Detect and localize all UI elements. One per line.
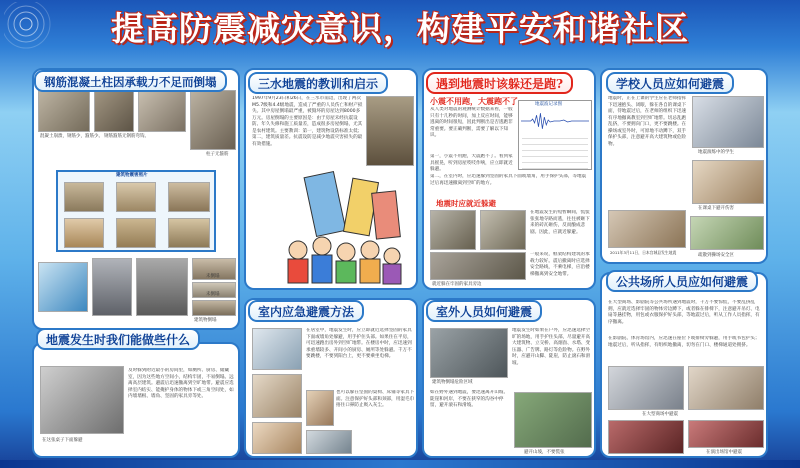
panel-school-avoidance bbox=[600, 68, 768, 264]
bottom-caption-4: 未倒塌 bbox=[206, 274, 220, 279]
photo-ruins bbox=[40, 366, 124, 434]
photo-indoor-hide-4 bbox=[306, 390, 334, 426]
bottom-caption-5: 未倒塌 bbox=[206, 292, 220, 297]
p3-text5: 一般来说，框架结构建筑的承载力较好。震后撤离时应选择安全路线，不乘电梯，应沿楼梯撤离到安全地带。 bbox=[530, 252, 590, 277]
photo-mall-2 bbox=[688, 366, 764, 410]
photo-indoor-hide-3 bbox=[252, 422, 302, 454]
p3-sub2: 地震时应就近躲避 bbox=[436, 199, 496, 208]
photo-japan-drill bbox=[608, 210, 686, 248]
p4-caption-1: 在课桌下避开伤害 bbox=[698, 206, 734, 211]
damage-diagram bbox=[56, 170, 216, 252]
panel-outdoor-avoidance bbox=[422, 298, 596, 458]
panel-indoor-avoidance bbox=[244, 298, 418, 458]
p3-sub1: 小震不用跑，大震跑不了 bbox=[430, 97, 518, 106]
diagram-building-4 bbox=[64, 218, 104, 248]
p4-caption-2: 2011年3月11日，日本宫城县发生地震 bbox=[610, 250, 677, 255]
p4-caption-3: 疏散到操场安全区 bbox=[698, 253, 734, 258]
photo-collapsed-column-3 bbox=[138, 90, 186, 132]
panel3-title: 遇到地震时该躲还是跑? bbox=[426, 72, 573, 94]
p3-text1: 从人类对地震的观测统计数据来看，一般只有十几秒的时间，加上反应时间，能够逃离的时间很短，因此判断出是否逃跑非常重要。要正确判断，需要了解以下知识。 bbox=[430, 107, 513, 138]
seis-info bbox=[522, 133, 588, 169]
p3-caption-0: 就近躲在牢固的家具旁边 bbox=[432, 282, 482, 287]
panel-public-avoidance bbox=[600, 272, 768, 458]
photo-indoor-hide-2 bbox=[252, 374, 302, 418]
p5-caption-1: 在演出场馆中避震 bbox=[706, 450, 742, 455]
photo-indoor-hide-5 bbox=[306, 430, 352, 454]
photo-landslide bbox=[514, 392, 592, 448]
photo-collapsed-house bbox=[366, 96, 414, 166]
p6-text: 在居室中，地震发生时，应立即就近选择坚固的家具下面或墙角处躲避，用手护住头部。如果住在平房，可迅速跑出房外到空旷地带。在楼房中时，应迅速到承重墙较多、开间小的厨房、厕所等处躲避。千万不要跳楼，不要到阳台上，更不要乘坐电梯。 bbox=[306, 328, 412, 359]
panel8-title: 地震发生时我们能做些什么 bbox=[36, 328, 200, 350]
p7-caption-0: 建筑物倒塌危险区域 bbox=[432, 380, 473, 385]
caption-2: 钢筋箍筋无钢筋弯钩。 bbox=[104, 134, 149, 139]
diagram-title: 建筑物震害照片 bbox=[116, 173, 148, 178]
panel5-title: 公共场所人员应如何避震 bbox=[606, 270, 758, 292]
panel4-title: 学校人员应如何避震 bbox=[606, 72, 734, 94]
photo-theater bbox=[608, 420, 684, 454]
photo-classroom bbox=[692, 96, 764, 148]
p5-caption-0: 在大型商场中避震 bbox=[642, 412, 678, 417]
photo-collapsed-column-1 bbox=[38, 90, 90, 132]
photo-indoor-hide-1 bbox=[252, 328, 302, 370]
seis-title: 地震波记录图 bbox=[535, 102, 562, 107]
p7-caption-1: 避开山坡，不要慌张 bbox=[524, 450, 565, 455]
p8-text: 及时躲到附近最小的房间里，如厕所、厨房、储藏室，因为这些地方空间小，结构牢固，不易倒塌。远离高层建筑。避震后迅速撤离到空旷地带。避震应选择室内结实、能掩护身体的物体下或三角空间处，如内墙墙根、墙角、坚固的家具旁等处。 bbox=[128, 368, 234, 399]
photo-playground bbox=[690, 216, 764, 250]
photo-highrise-damage bbox=[136, 258, 188, 316]
p2-text: 1997年9月23日和26日，在三水市南边，出现了两次M5.7级和4.4级地震，造成了严重的人员伤亡和财产损失。其中房屋倒塌最严重，被毁坏的房屋达到8000多万元。房屋倒塌的主要原因是：由于房屋未经抗震设防、年久失修和施工质量差，造成很多房屋倒塌，尤其是农村建筑。主要教训：第一，建筑物设防标准太低；第二，建筑质量差。抗震设防是减少地震灾害损失的最有效措施。 bbox=[252, 96, 363, 147]
bottom-decor-strip bbox=[0, 460, 800, 468]
panel6-title: 室内应急避震方法 bbox=[248, 300, 364, 322]
panel-what-to-do bbox=[32, 342, 240, 458]
photo-small-3 bbox=[192, 300, 236, 316]
photo-rubble-2 bbox=[480, 210, 526, 250]
panel-concrete-collapse bbox=[32, 68, 240, 330]
caption-3: 柱子无箍筋 bbox=[206, 152, 229, 157]
p6-text2: 也可以躲在坚固的桌椅、床铺等家具下面。注意保护好头部和颈部，用湿毛巾捂住口鼻防止吸入灰尘。 bbox=[336, 390, 415, 408]
panel1-title: 钢筋混凝土柱因承载力不足而倒塌 bbox=[34, 70, 227, 92]
cartoon-people-fleeing bbox=[270, 170, 414, 288]
p3-text3: 第二，在室内时，应迅速躲到坚固的家具下面或墙角，用手保护头部，等地震过后再迅速撤离到空旷的地方。 bbox=[430, 174, 587, 186]
panel-sanshui-lessons bbox=[244, 68, 418, 290]
diagram-building-5 bbox=[116, 218, 156, 248]
p5-text1: 在大型商场、影剧院等公共场所遇到地震时，千万不要惊慌，不要乱挤乱拥，应就近选择牢固的物体旁边蹲下，或者躲在排椅下，注意避开吊灯、电扇等悬挂物，用包或衣服保护好头部，等地震过后，听从工作人员指挥，有序撤离。 bbox=[608, 300, 760, 325]
photo-rubble-1 bbox=[430, 210, 476, 250]
diagram-building-1 bbox=[64, 182, 104, 212]
panel2-title: 三水地震的教训和启示 bbox=[248, 72, 388, 94]
panel-hide-or-run bbox=[422, 68, 596, 290]
poster-title: 提高防震减灾意识，构建平安和谐社区 bbox=[111, 9, 689, 48]
p5-text2: 在影剧院、体育场馆内，应迅速在座位下或排椅旁躲避，用手或书包护头；地震过后，听从指挥，有组织地撤离，切勿在门口、楼梯通道处拥挤。 bbox=[608, 336, 760, 348]
photo-mall bbox=[608, 366, 684, 410]
p4-text: 地震时，正在上课的学生应在老师指挥下迅速抱头、闭眼，躲在各自的课桌下面，待地震过后，在老师的组织下迅速有序地撤离教室到空旷地带。切忌乱跑乱挤，不要拥向门口，更不要跳楼。在操场或室外时，可原地不动蹲下，双手保护头部，注意避开高大建筑物或危险物。 bbox=[608, 96, 687, 147]
diagram-building-3 bbox=[168, 182, 210, 212]
p4-caption-0: 地震演练中的学生 bbox=[698, 150, 734, 155]
photo-collapsed-column-2 bbox=[94, 90, 134, 132]
panel7-title: 室外人员如何避震 bbox=[426, 300, 542, 322]
bottom-caption-6: 建筑物倒塌 bbox=[194, 318, 217, 323]
diagram-building-6 bbox=[168, 218, 210, 248]
seismograph-wave bbox=[521, 111, 589, 131]
caption-1: 混凝土崩溃，钢筋少，箍筋少。 bbox=[40, 134, 103, 139]
photo-theater-2 bbox=[688, 420, 764, 448]
photo-rubble-3 bbox=[430, 252, 526, 280]
photo-street-collapse bbox=[430, 328, 508, 378]
diagram-building-2 bbox=[116, 182, 156, 212]
p7-text1: 地震发生时如果在户外，应迅速选择空旷的场地，用手护住头部，尽量避开高大建筑物、立交桥、高烟囱、水塔、变压器、广告牌、路灯等危险物。在野外时，应避开山脚、陡崖，防止滚石和滑坡。 bbox=[512, 328, 591, 366]
photo-blue-structure bbox=[38, 262, 88, 312]
p3-text4: 在地震发生的短暂瞬间，慌慌张张地夺路而逃，往往被砸下来的砖瓦砸伤，反而酿成悲剧。因此，应就近躲避。 bbox=[530, 210, 590, 235]
p7-text2: 如在野外遇到地震，要迅速离开山坡、陡崖和河岸，不要在狭窄的沟谷中停留，避开滚石和滑坡。 bbox=[430, 390, 509, 408]
photo-under-desks bbox=[692, 160, 764, 204]
photo-collapsed-column-4 bbox=[190, 90, 236, 150]
p3-text2: 第一，小震不用跑，大震跑不了。看到家具摇晃，听到房屋吱吱作响，应立即就近躲避。 bbox=[430, 154, 513, 172]
photo-tower-collapse bbox=[92, 258, 132, 316]
seismograph-panel bbox=[518, 100, 592, 170]
p8-caption-1: 在这张桌子下面躲避 bbox=[42, 438, 83, 443]
